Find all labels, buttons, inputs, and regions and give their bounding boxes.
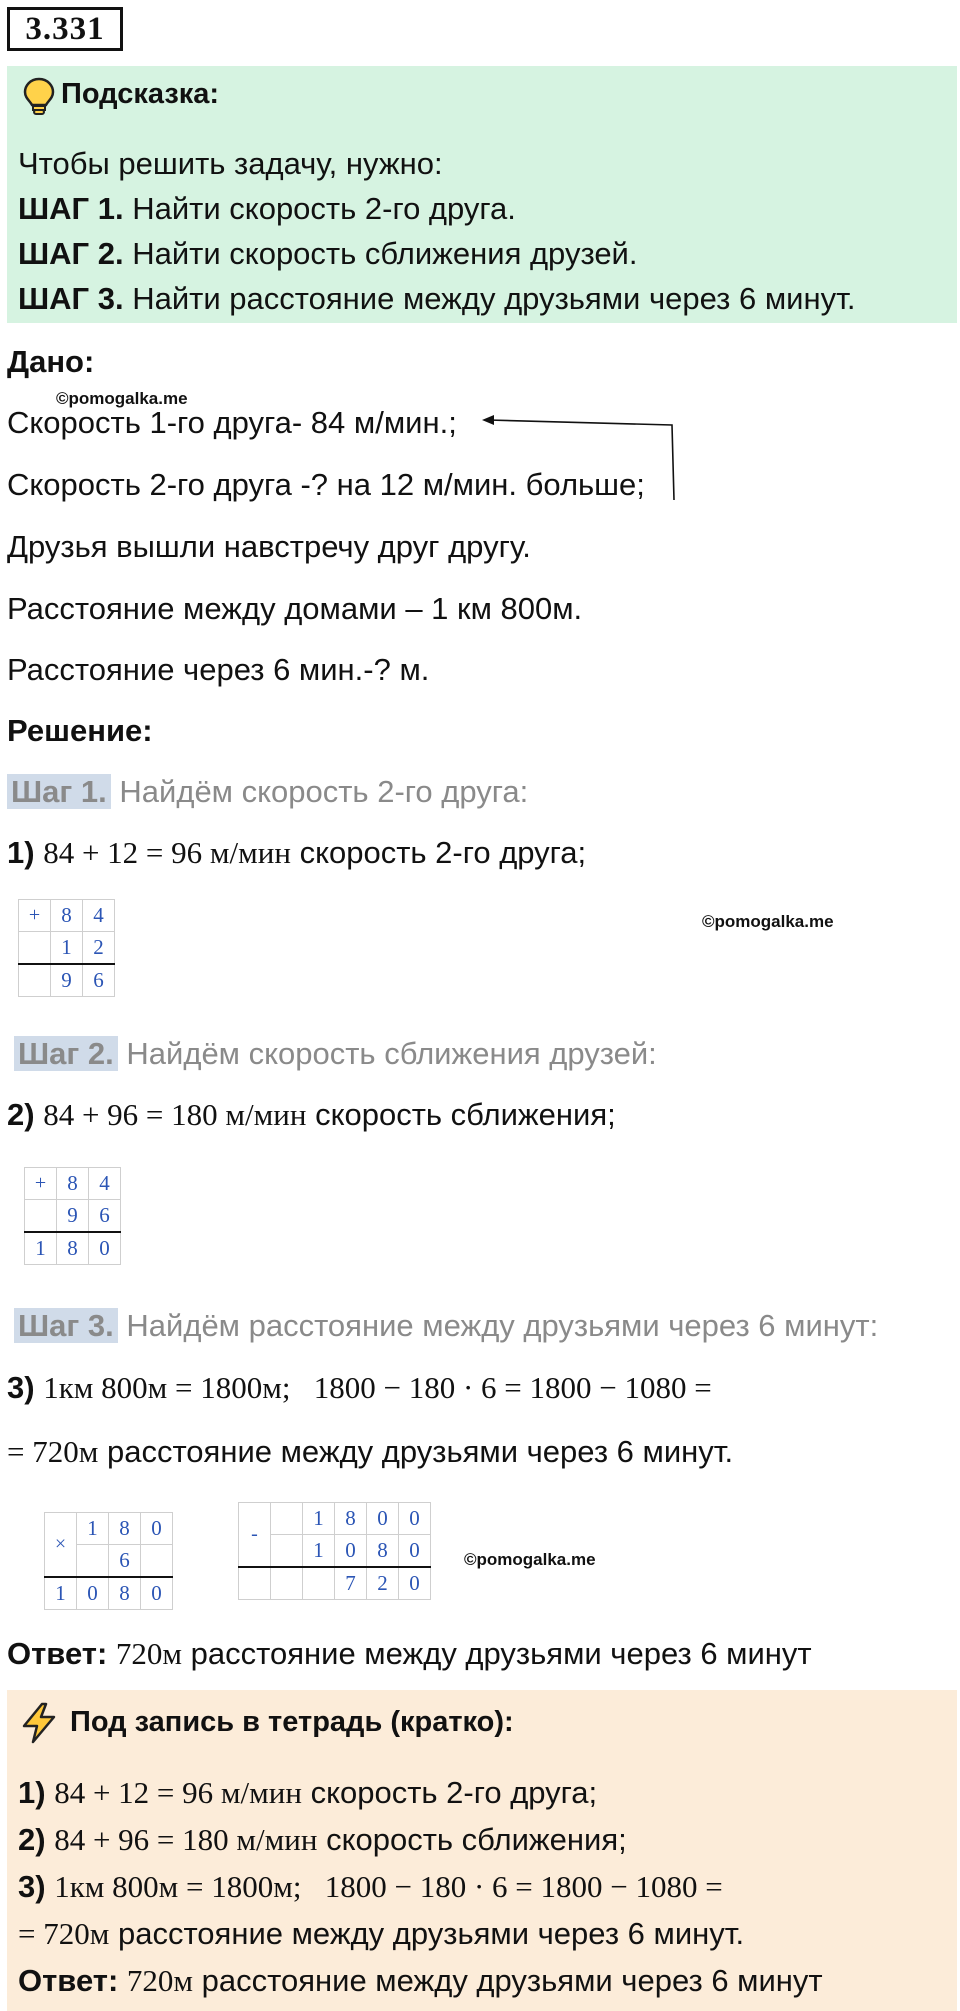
step-1-header bbox=[7, 774, 528, 810]
hint-step-1 bbox=[18, 191, 516, 227]
calc-digit: 0 bbox=[89, 1232, 121, 1265]
calc-digit: 6 bbox=[83, 964, 115, 997]
column-addition-2 bbox=[24, 1167, 121, 1265]
equation-number: 3) bbox=[7, 1370, 35, 1405]
column-multiplication bbox=[44, 1512, 173, 1610]
notebook-title: Под запись в тетрадь (кратко): bbox=[70, 1706, 514, 1738]
problem-number: 3.331 bbox=[7, 7, 123, 51]
calc-digit: 1 bbox=[303, 1535, 335, 1568]
calc-digit: 0 bbox=[399, 1503, 431, 1535]
equation-expression: = 720м bbox=[18, 1916, 110, 1951]
hint-step-label: ШАГ 2. bbox=[18, 236, 124, 271]
equation-expression: 1км 800м = 1800м; 1800 − 180 · 6 = 1800 − 1080 = bbox=[43, 1370, 712, 1405]
answer-text: расстояние между друзьями через 6 минут bbox=[182, 1636, 812, 1671]
answer-label: Ответ: bbox=[18, 1963, 119, 1998]
calc-digit: 9 bbox=[57, 1200, 89, 1233]
equation-expression: 84 + 12 = 96 м/мин bbox=[43, 835, 291, 870]
step-2-equation bbox=[7, 1097, 616, 1133]
step-label: Шаг 3. bbox=[14, 1308, 118, 1343]
step-text: Найдём скорость сближения друзей: bbox=[126, 1036, 657, 1071]
hint-step-label: ШАГ 1. bbox=[18, 191, 124, 226]
step-3-equation-cont bbox=[7, 1434, 733, 1470]
hint-step-label: ШАГ 3. bbox=[18, 281, 124, 316]
calc-digit: 6 bbox=[109, 1545, 141, 1578]
calc-digit: 8 bbox=[335, 1503, 367, 1535]
calc-digit: 0 bbox=[77, 1577, 109, 1610]
notebook-line bbox=[18, 1869, 723, 1905]
equation-number: 2) bbox=[7, 1097, 35, 1132]
equation-number: 1) bbox=[7, 835, 35, 870]
calc-digit: 9 bbox=[51, 964, 83, 997]
calc-digit: 2 bbox=[83, 932, 115, 965]
hint-title: Подсказка: bbox=[61, 78, 220, 110]
step-text: Найдём расстояние между друзьями через 6 минут: bbox=[126, 1308, 879, 1343]
hint-step-text: Найти скорость сближения друзей. bbox=[132, 236, 638, 271]
given-line: Друзья вышли навстречу друг другу. bbox=[7, 529, 531, 564]
hint-step-3 bbox=[18, 281, 855, 317]
equation-description: скорость сближения; bbox=[306, 1097, 616, 1132]
equation-number: 1) bbox=[18, 1775, 46, 1810]
answer-label: Ответ: bbox=[7, 1636, 108, 1671]
equation-expression: 84 + 96 = 180 м/мин bbox=[54, 1822, 318, 1857]
calc-digit: 8 bbox=[51, 900, 83, 932]
hint-step-text: Найти скорость 2-го друга. bbox=[132, 191, 516, 226]
equation-description: скорость сближения; bbox=[317, 1822, 627, 1857]
equation-expression: = 720м bbox=[7, 1434, 99, 1469]
watermark: ©pomogalka.me bbox=[56, 389, 188, 408]
step-text: Найдём скорость 2-го друга: bbox=[119, 774, 529, 809]
given-line: Скорость 1-го друга- 84 м/мин.; bbox=[7, 405, 457, 440]
calc-digit: 7 bbox=[335, 1567, 367, 1600]
given-title: Дано: bbox=[7, 344, 95, 379]
calc-digit: 0 bbox=[399, 1567, 431, 1600]
equation-expression: 1км 800м = 1800м; 1800 − 180 · 6 = 1800 − 1080 = bbox=[54, 1869, 723, 1904]
calc-digit: 0 bbox=[399, 1535, 431, 1568]
calc-sign: × bbox=[45, 1513, 77, 1578]
step-3-header bbox=[14, 1308, 878, 1344]
calc-digit: 8 bbox=[109, 1577, 141, 1610]
given-line: Расстояние между домами – 1 км 800м. bbox=[7, 591, 583, 626]
calc-digit: 4 bbox=[83, 900, 115, 932]
notebook-line bbox=[18, 1916, 744, 1952]
column-addition-1 bbox=[18, 899, 115, 997]
answer bbox=[7, 1636, 812, 1672]
given-line: Расстояние через 6 мин.-? м. bbox=[7, 652, 430, 687]
hint-step-2 bbox=[18, 236, 637, 272]
calc-digit: 8 bbox=[57, 1232, 89, 1265]
calc-digit: 0 bbox=[141, 1577, 173, 1610]
calc-digit: 0 bbox=[335, 1535, 367, 1568]
equation-number: 2) bbox=[18, 1822, 46, 1857]
calc-digit: 8 bbox=[367, 1535, 399, 1568]
calc-digit: 1 bbox=[77, 1513, 109, 1545]
link-arrow bbox=[480, 408, 680, 508]
lightning-icon bbox=[20, 1702, 58, 1752]
calc-digit: 1 bbox=[51, 932, 83, 965]
equation-expression: 84 + 12 = 96 м/мин bbox=[54, 1775, 302, 1810]
calc-sign: - bbox=[239, 1503, 271, 1568]
calc-digit: 8 bbox=[109, 1513, 141, 1545]
given-line: Скорость 2-го друга -? на 12 м/мин. больше; bbox=[7, 467, 645, 502]
step-3-equation bbox=[7, 1370, 712, 1406]
calc-digit: 0 bbox=[141, 1513, 173, 1545]
equation-description: расстояние между друзьями через 6 минут. bbox=[109, 1916, 745, 1951]
answer-text: расстояние между друзьями через 6 минут bbox=[193, 1963, 823, 1998]
calc-sign: + bbox=[25, 1168, 57, 1200]
watermark: ©pomogalka.me bbox=[464, 1550, 596, 1569]
lightbulb-icon bbox=[22, 76, 56, 124]
equation-expression: 84 + 96 = 180 м/мин bbox=[43, 1097, 307, 1132]
hint-intro: Чтобы решить задачу, нужно: bbox=[18, 146, 443, 181]
step-1-equation bbox=[7, 835, 586, 871]
calc-digit: 1 bbox=[45, 1577, 77, 1610]
calc-digit: 2 bbox=[367, 1567, 399, 1600]
equation-description: скорость 2-го друга; bbox=[301, 1775, 598, 1810]
answer-value: 720м bbox=[126, 1963, 194, 1998]
calc-digit: 1 bbox=[303, 1503, 335, 1535]
calc-digit: 0 bbox=[367, 1503, 399, 1535]
calc-sign: + bbox=[19, 900, 51, 932]
notebook-answer bbox=[18, 1963, 823, 1999]
equation-description: расстояние между друзьями через 6 минут. bbox=[98, 1434, 734, 1469]
column-subtraction bbox=[238, 1502, 431, 1600]
solution-title: Решение: bbox=[7, 713, 153, 748]
watermark: ©pomogalka.me bbox=[702, 912, 834, 931]
calc-digit: 1 bbox=[25, 1232, 57, 1265]
notebook-line bbox=[18, 1775, 597, 1811]
step-2-header bbox=[14, 1036, 657, 1072]
equation-number: 3) bbox=[18, 1869, 46, 1904]
answer-value: 720м bbox=[115, 1636, 183, 1671]
step-label: Шаг 2. bbox=[14, 1036, 118, 1071]
calc-digit: 4 bbox=[89, 1168, 121, 1200]
notebook-line bbox=[18, 1822, 627, 1858]
equation-description: скорость 2-го друга; bbox=[290, 835, 587, 870]
hint-step-text: Найти расстояние между друзьями через 6 минут. bbox=[132, 281, 856, 316]
step-label: Шаг 1. bbox=[7, 774, 111, 809]
calc-digit: 6 bbox=[89, 1200, 121, 1233]
calc-digit: 8 bbox=[57, 1168, 89, 1200]
